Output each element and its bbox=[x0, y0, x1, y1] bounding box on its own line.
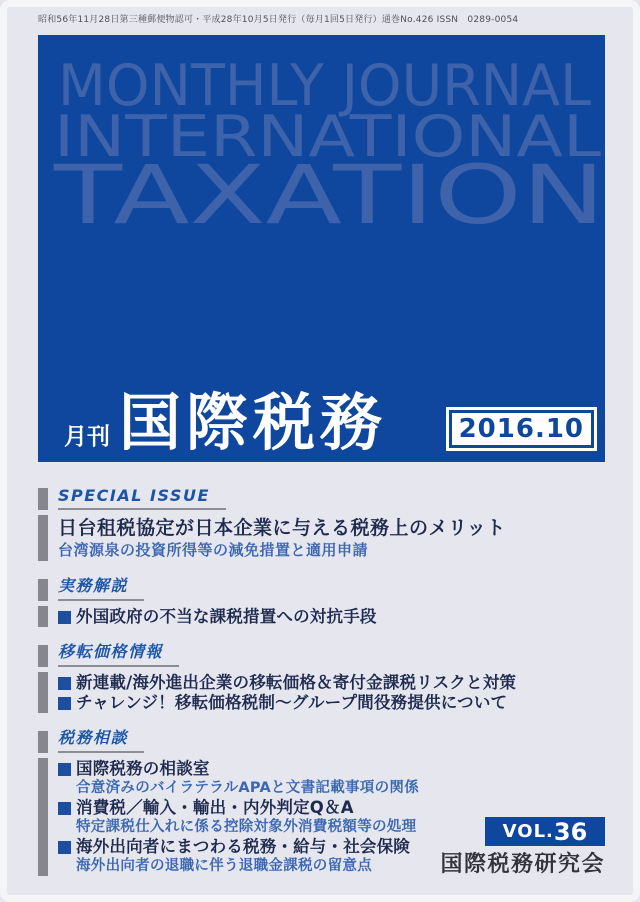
section-body bbox=[38, 515, 605, 561]
section-items bbox=[58, 758, 419, 876]
title-prefix: 月刊 bbox=[64, 424, 110, 450]
list-item bbox=[58, 837, 419, 857]
watermark-line: INTERNATIONAL bbox=[54, 104, 602, 170]
item-text: 新連載/海外進出企業の移転価格＆寄付金課税リスクと対策 bbox=[76, 673, 517, 692]
list-item bbox=[58, 540, 506, 561]
list-item bbox=[58, 857, 419, 876]
watermark-line: TAXATION bbox=[52, 149, 605, 243]
item-text: 消費税／輸入・輸出・内外判定Q＆A bbox=[76, 798, 354, 817]
bullet-square-icon bbox=[58, 802, 71, 815]
body-bar-icon bbox=[38, 758, 48, 876]
item-text: 特定課税仕入れに係る控除対象外消費税額等の処理 bbox=[76, 819, 417, 835]
list-item bbox=[58, 607, 377, 627]
body-bar-icon bbox=[38, 515, 48, 561]
section bbox=[38, 571, 605, 627]
list-item bbox=[58, 759, 419, 779]
volume-number: 36 bbox=[553, 817, 588, 846]
header-bar-icon bbox=[38, 488, 48, 510]
section-header-label: SPECIAL ISSUE bbox=[58, 484, 226, 510]
bullet-square-icon bbox=[58, 611, 71, 624]
section-header bbox=[38, 723, 605, 753]
item-text: 国際税務の相談室 bbox=[76, 759, 210, 778]
body-bar-icon bbox=[38, 672, 48, 713]
bullet-square-icon bbox=[58, 677, 71, 690]
publisher-name: 国際税務研究会 bbox=[440, 852, 605, 877]
journal-title-row bbox=[64, 386, 388, 459]
section bbox=[38, 484, 605, 561]
issue-date-box bbox=[446, 407, 597, 451]
section-header bbox=[38, 637, 605, 667]
header-bar-icon bbox=[38, 731, 48, 753]
bullet-square-icon bbox=[58, 841, 71, 854]
journal-title: 国際税務 bbox=[119, 386, 388, 459]
section-items bbox=[58, 672, 516, 713]
section-header-label: 税務相談 bbox=[58, 723, 144, 753]
section-header-label: 移転価格情報 bbox=[58, 637, 179, 667]
watermark-title bbox=[38, 43, 605, 303]
section-body bbox=[38, 606, 605, 627]
section-body bbox=[38, 672, 605, 713]
bullet-square-icon bbox=[58, 763, 71, 776]
list-item bbox=[58, 693, 516, 713]
list-item bbox=[58, 673, 516, 693]
header-bar-icon bbox=[38, 579, 48, 601]
item-text: チャレンジ！移転価格税制～グループ間役務提供について bbox=[76, 693, 508, 712]
section-header bbox=[38, 571, 605, 601]
section-items bbox=[58, 606, 377, 627]
issue-date: 2016.10 bbox=[452, 413, 591, 445]
bullet-square-icon bbox=[58, 697, 71, 710]
section bbox=[38, 637, 605, 713]
list-item bbox=[58, 779, 419, 798]
item-text: 外国政府の不当な課税措置への対抗手段 bbox=[76, 607, 377, 626]
header-bar-icon bbox=[38, 645, 48, 667]
item-text: 海外出向者にまつわる税務・給与・社会保険 bbox=[76, 837, 410, 856]
masthead-panel bbox=[38, 35, 605, 462]
item-text: 日台租税協定が日本企業に与える税務上のメリット bbox=[58, 517, 506, 539]
list-item bbox=[58, 818, 419, 837]
volume-prefix: VOL. bbox=[502, 821, 554, 842]
watermark-line: MONTHLY JOURNAL bbox=[58, 53, 592, 119]
section-header-label: 実務解説 bbox=[58, 571, 144, 601]
item-text: 合意済みのバイラテラルAPAと文書記載事項の関係 bbox=[76, 780, 420, 796]
list-item bbox=[58, 516, 506, 540]
body-bar-icon bbox=[38, 606, 48, 627]
volume-badge bbox=[485, 817, 605, 846]
item-text: 台湾源泉の投資所得等の減免措置と適用申請 bbox=[58, 541, 369, 559]
publication-info: 昭和56年11月28日第三種郵便物認可・平成28年10月5日発行（毎月1回5日発行）通巻No.426 ISSN 0289-0054 bbox=[38, 15, 519, 25]
section-items bbox=[58, 515, 506, 561]
section-header bbox=[38, 484, 605, 510]
item-text: 海外出向者の退職に伴う退職金課税の留意点 bbox=[76, 858, 372, 874]
list-item bbox=[58, 798, 419, 818]
